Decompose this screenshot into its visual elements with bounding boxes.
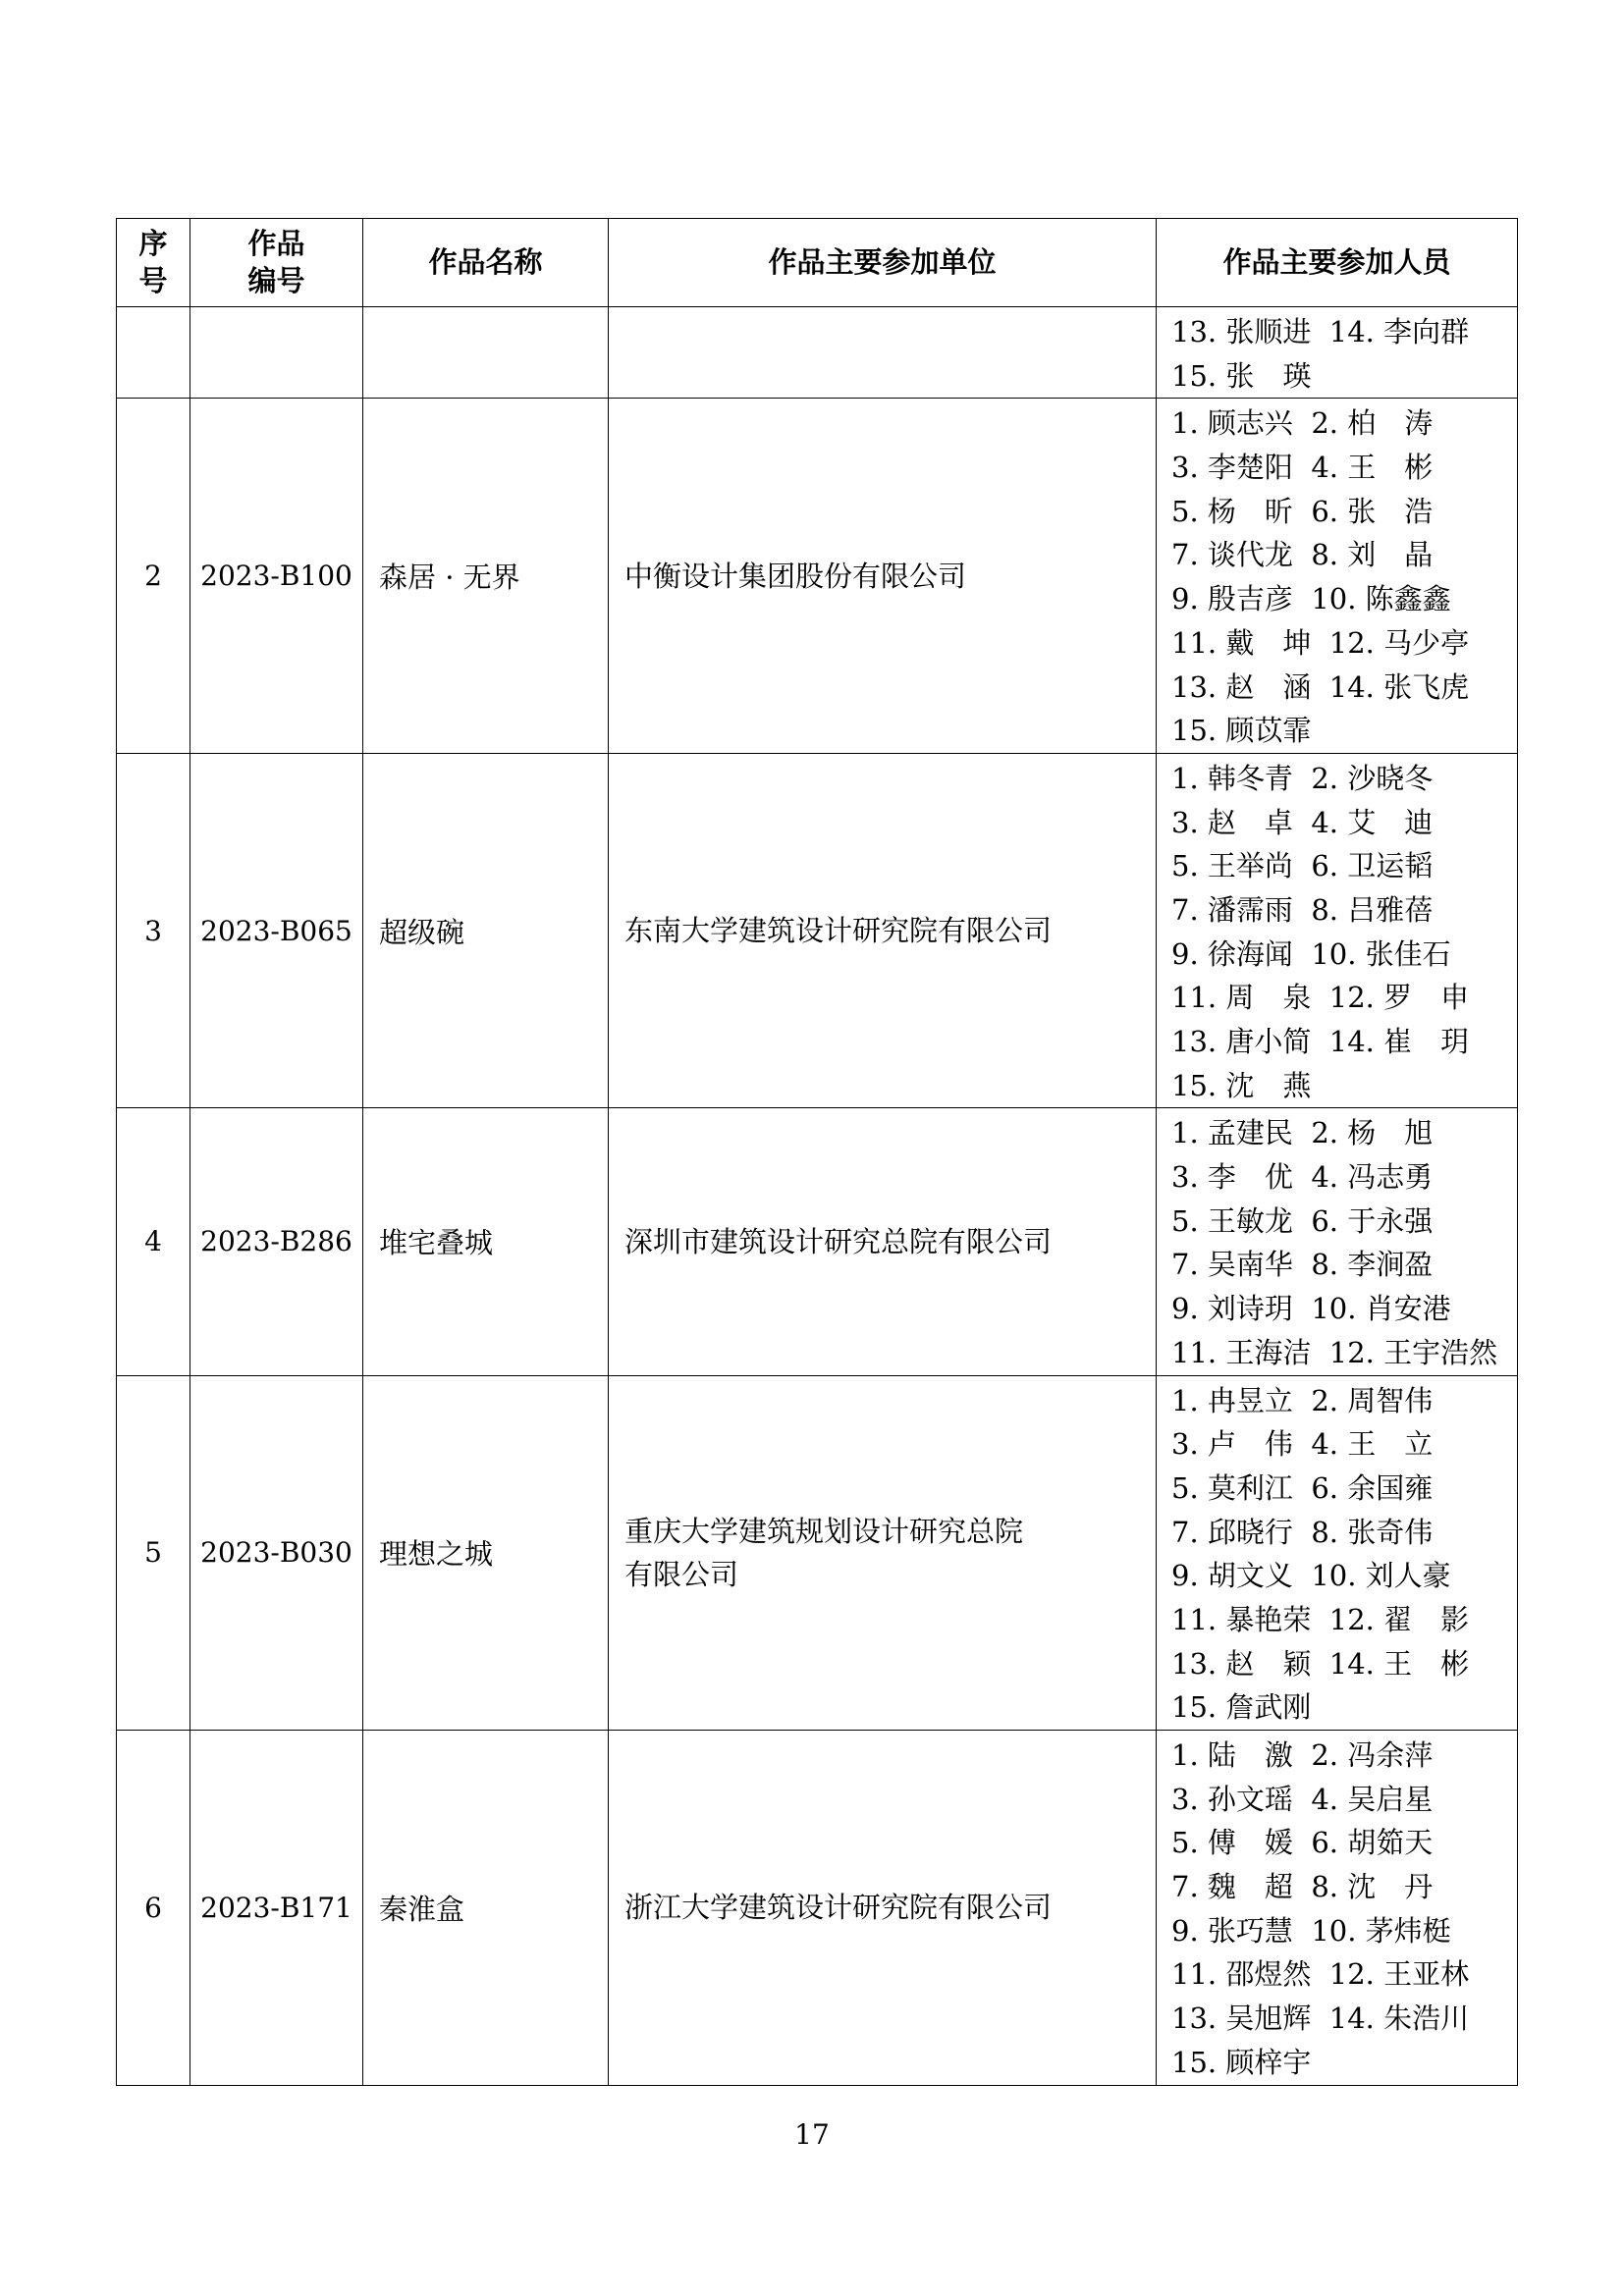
- member-line: 9. 徐海闻 10. 张佳石: [1171, 936, 1451, 971]
- member-line: 3. 赵 卓 4. 艾 迪: [1171, 805, 1434, 839]
- member-line: 3. 孙文瑶 4. 吴启星: [1171, 1782, 1434, 1816]
- awards-table: [116, 218, 1518, 2086]
- header-members: 作品主要参加人员: [1157, 219, 1518, 307]
- unit-line: 东南大学建筑设计研究院有限公司: [624, 914, 1053, 948]
- header-unit: 作品主要参加单位: [609, 219, 1157, 307]
- member-line: 3. 李楚阳 4. 王 彬: [1171, 451, 1434, 485]
- member-line: 13. 赵 涵 14. 张飞虎: [1171, 669, 1470, 704]
- row-members: [1157, 307, 1518, 399]
- member-line: 11. 邵煜然 12. 王亚林: [1171, 1957, 1470, 1992]
- member-line: 13. 吴旭辉 14. 朱浩川: [1171, 2002, 1470, 2036]
- member-line: 15. 张 瑛: [1171, 358, 1312, 393]
- member-line: 5. 傅 媛 6. 胡筎天: [1171, 1826, 1434, 1860]
- header-seq: [117, 219, 190, 307]
- header-seq-line-1: 序: [138, 226, 168, 260]
- member-line: 7. 潘霈雨 8. 吕雅蓓: [1171, 892, 1434, 927]
- member-line: 5. 杨 昕 6. 张 浩: [1171, 494, 1434, 528]
- table-body: [117, 307, 1518, 2086]
- member-line: 3. 李 优 4. 冯志勇: [1171, 1160, 1434, 1195]
- table-row: [117, 1731, 1518, 2086]
- row-code: [190, 307, 363, 399]
- table-row: [117, 1375, 1518, 1731]
- row-name: 森居 · 无界: [363, 399, 609, 754]
- member-line: 15. 沈 燕: [1171, 1068, 1312, 1102]
- row-unit: [609, 1731, 1157, 2086]
- table-row: [117, 307, 1518, 399]
- row-members: [1157, 1108, 1518, 1375]
- row-code: 2023-B171: [190, 1731, 363, 2086]
- member-line: 7. 吴南华 8. 李涧盈: [1171, 1248, 1434, 1282]
- member-line: 11. 暴艳荣 12. 翟 影: [1171, 1602, 1470, 1636]
- header-seq-line-2: 号: [138, 263, 168, 297]
- row-seq: 3: [117, 753, 190, 1108]
- unit-line: 中衡设计集团股份有限公司: [624, 559, 967, 593]
- row-seq: 2: [117, 399, 190, 754]
- member-line: 1. 韩冬青 2. 沙晓冬: [1171, 761, 1434, 795]
- row-name: 秦淮盒: [363, 1731, 609, 2086]
- row-unit: [609, 307, 1157, 399]
- member-line: 15. 顾梓宇: [1171, 2045, 1312, 2079]
- row-seq: 4: [117, 1108, 190, 1375]
- row-unit: [609, 1375, 1157, 1731]
- member-line: 7. 邱晓行 8. 张奇伟: [1171, 1515, 1434, 1549]
- unit-line: 浙江大学建筑设计研究院有限公司: [624, 1891, 1053, 1925]
- member-line: 15. 顾苡霏: [1171, 714, 1312, 748]
- member-line: 7. 魏 超 8. 沈 丹: [1171, 1870, 1434, 1904]
- row-members: [1157, 753, 1518, 1108]
- unit-line: 重庆大学建筑规划设计研究总院: [624, 1514, 1024, 1548]
- header-code-line-2: 编号: [247, 263, 305, 297]
- table-row: [117, 399, 1518, 754]
- member-line: 13. 赵 颖 14. 王 彬: [1171, 1646, 1470, 1681]
- member-line: 13. 张顺进 14. 李向群: [1171, 315, 1470, 348]
- row-members: [1157, 1731, 1518, 2086]
- member-line: 5. 莫利江 6. 余国雍: [1171, 1470, 1434, 1505]
- member-line: 3. 卢 伟 4. 王 立: [1171, 1427, 1434, 1462]
- table-row: [117, 753, 1518, 1108]
- member-line: 9. 张巧慧 10. 茅炜梃: [1171, 1913, 1451, 1948]
- header-code: [190, 219, 363, 307]
- header-row: [117, 219, 1518, 307]
- row-code: 2023-B030: [190, 1375, 363, 1731]
- member-line: 1. 顾志兴 2. 柏 涛: [1171, 406, 1434, 441]
- member-line: 9. 殷吉彦 10. 陈鑫鑫: [1171, 582, 1451, 616]
- member-line: 11. 周 泉 12. 罗 申: [1171, 981, 1470, 1015]
- table-row: [117, 1108, 1518, 1375]
- member-line: 9. 刘诗玥 10. 肖安港: [1171, 1292, 1451, 1326]
- row-members: [1157, 1375, 1518, 1731]
- header-code-line-1: 作品: [247, 226, 305, 260]
- row-code: 2023-B100: [190, 399, 363, 754]
- row-unit: [609, 399, 1157, 754]
- member-line: 1. 孟建民 2. 杨 旭: [1171, 1116, 1434, 1150]
- row-unit: [609, 1108, 1157, 1375]
- member-line: 15. 詹武刚: [1171, 1690, 1312, 1725]
- header-name: 作品名称: [363, 219, 609, 307]
- row-name: 堆宅叠城: [363, 1108, 609, 1375]
- member-line: 9. 胡文义 10. 刘人豪: [1171, 1559, 1451, 1593]
- member-line: 7. 谈代龙 8. 刘 晶: [1171, 538, 1434, 572]
- member-line: 5. 王举尚 6. 卫运韬: [1171, 849, 1434, 883]
- row-name: 理想之城: [363, 1375, 609, 1731]
- member-line: 1. 冉昱立 2. 周智伟: [1171, 1383, 1434, 1417]
- member-line: 1. 陆 激 2. 冯余萍: [1171, 1738, 1434, 1772]
- member-line: 5. 王敏龙 6. 于永强: [1171, 1203, 1434, 1238]
- page-number: 17: [794, 2118, 830, 2151]
- row-code: 2023-B286: [190, 1108, 363, 1375]
- row-members: [1157, 399, 1518, 754]
- row-unit: [609, 753, 1157, 1108]
- row-name: 超级碗: [363, 753, 609, 1108]
- member-line: 11. 戴 坤 12. 马少亭: [1171, 625, 1470, 660]
- row-code: 2023-B065: [190, 753, 363, 1108]
- row-seq: 5: [117, 1375, 190, 1731]
- row-name: [363, 307, 609, 399]
- member-line: 13. 唐小简 14. 崔 玥: [1171, 1025, 1470, 1058]
- row-seq: 6: [117, 1731, 190, 2086]
- unit-line: 深圳市建筑设计研究总院有限公司: [624, 1224, 1053, 1258]
- unit-line: 有限公司: [624, 1557, 739, 1591]
- member-line: 11. 王海洁 12. 王宇浩然: [1171, 1335, 1498, 1369]
- row-seq: [117, 307, 190, 399]
